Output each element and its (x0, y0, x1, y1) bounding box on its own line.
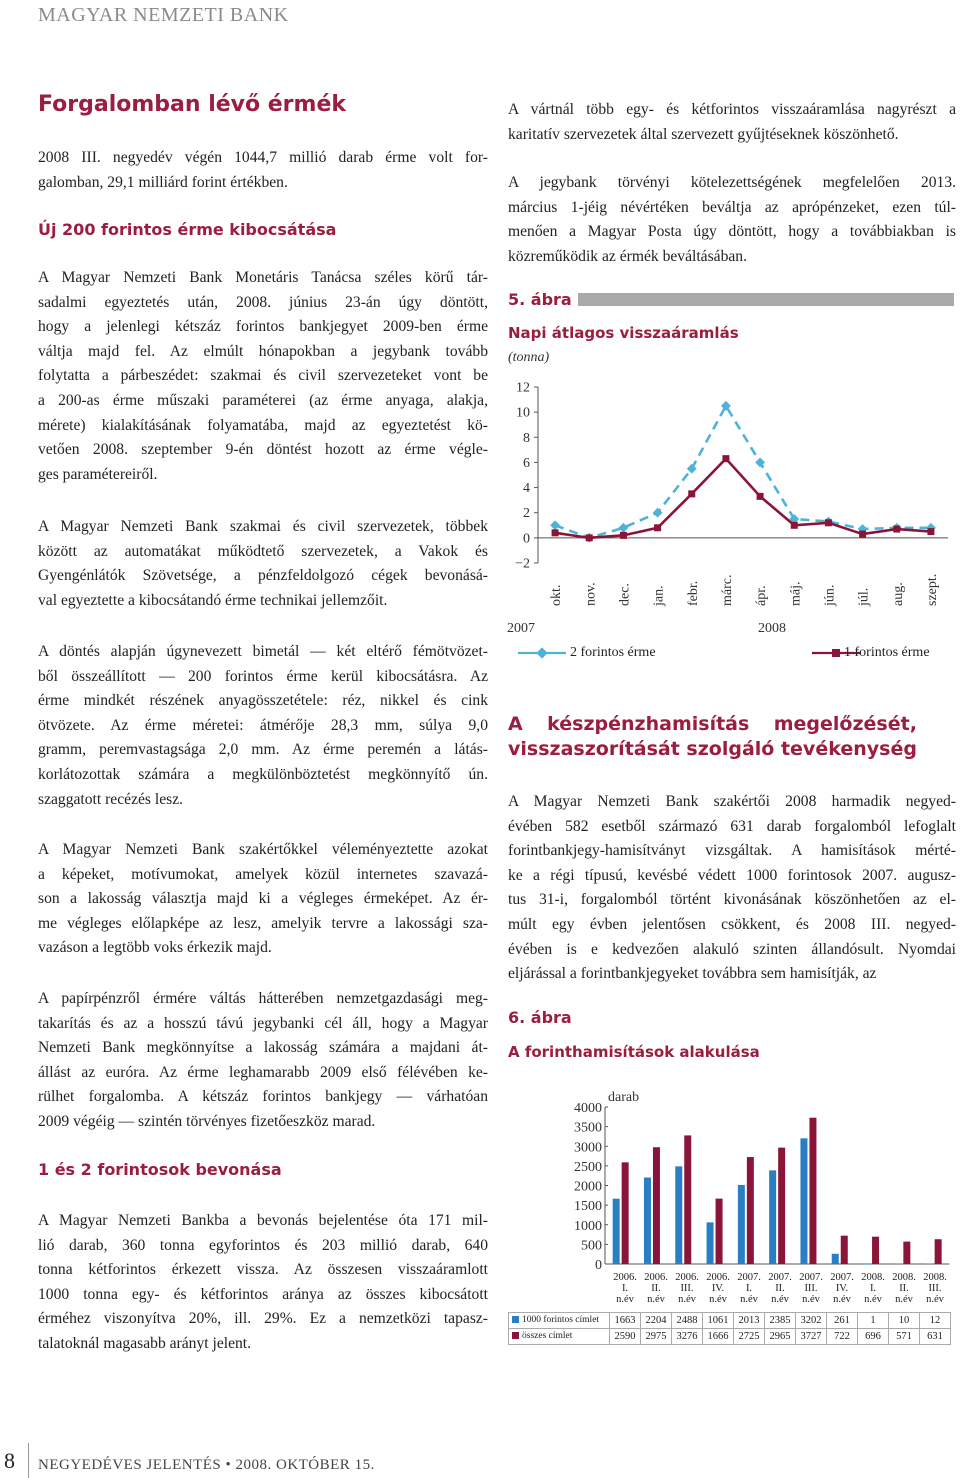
y-tick-label: 1500 (574, 1199, 602, 1215)
data-point-1ft (791, 522, 798, 529)
paragraph-bimetal (38, 640, 488, 812)
table-cell: 1666 (703, 1328, 734, 1344)
x-tick-label: aug. (890, 582, 906, 606)
text-line: lió darab, 360 tonna egyforintos és 203 millió darab, 640 (38, 1236, 488, 1254)
y-tick-label: 2500 (574, 1159, 602, 1175)
y-tick-label: 8 (523, 430, 530, 446)
category-label-part: n.év (771, 1294, 789, 1306)
text-line: me végleges előlapképe az lesz, amelyik tervre a lakossági sza- (38, 914, 488, 932)
category-label-part: n.év (678, 1294, 696, 1306)
text-line: ötvözete. Az érme méretei: átmérője 28,3 mm, súlya 9,0 (38, 716, 488, 734)
category-label-part: n.év (926, 1294, 944, 1306)
series-line-1ft (555, 459, 931, 538)
table-cell: 1 (858, 1312, 889, 1328)
text-line: tonna kétforintos érkezett vissza. Az összesen visszaáramlott (38, 1261, 488, 1279)
y-tick-label: 0 (595, 1258, 602, 1273)
table-cell: 1663 (610, 1312, 641, 1328)
data-point-2ft (687, 464, 697, 474)
x-tick-label: nov. (583, 582, 599, 606)
figure-5-unit: (tonna) (508, 350, 550, 365)
text-line: között az automatákat működtető szervezetek, a Vakok és (38, 542, 488, 560)
table-cell: 2204 (641, 1312, 672, 1328)
data-point-1ft (927, 528, 934, 535)
text-line: a 200-as érme műszaki paraméterei (az érme anyaga, alakja, (38, 391, 488, 409)
text-line: takarítás és az a hosszú távú jegybanki cél áll, hogy a Magyar (38, 1014, 488, 1032)
category-label-part: I. (869, 1283, 877, 1295)
category-label-part: n.év (616, 1294, 634, 1306)
x-tick-label: márc. (719, 574, 735, 606)
y-tick-label: 4 (523, 481, 530, 497)
text-line: rülhet forgalomba. A kétszáz forintos bankjegy — várhatóan (38, 1088, 488, 1106)
table-cell: 2965 (765, 1328, 796, 1344)
bar-1000 (675, 1166, 682, 1264)
bar-1000 (832, 1254, 839, 1264)
y-tick-label: 4000 (574, 1101, 602, 1116)
bar-total (872, 1237, 879, 1264)
bar-total (935, 1239, 942, 1264)
category-label-part: 2006. (613, 1272, 637, 1284)
paragraph-counterfeit (508, 790, 956, 987)
table-header-cell (827, 1266, 858, 1312)
data-point-1ft (688, 490, 695, 497)
y-tick-label: 0 (523, 531, 530, 547)
category-label-part: 2008. (892, 1272, 916, 1284)
table-cell: 696 (858, 1328, 889, 1344)
table-cell: 2488 (672, 1312, 703, 1328)
figure-5-number: 5. ábra (508, 290, 572, 309)
x-tick-label: máj. (788, 581, 804, 606)
y-tick-label: 3500 (574, 1120, 602, 1136)
category-label-part: II. (775, 1283, 785, 1295)
year-label-2007: 2007 (507, 621, 535, 636)
article-title: Forgalomban lévő érmék (38, 92, 347, 117)
table-cell: 2725 (734, 1328, 765, 1344)
figure-5-bar (578, 293, 954, 306)
y-tick-label: 6 (523, 455, 530, 471)
text-line: ből összeállított — 200 forintos érme kerül kibocsátásra. Az (38, 667, 488, 685)
text-line: vazáson a legtöbb voks érkezik majd. (38, 939, 272, 957)
x-tick-label: febr. (685, 580, 701, 606)
text-line: sadalmi egyeztetés után, 2008. június 23-án úgy döntött, (38, 293, 488, 311)
y-unit-label: darab (608, 1090, 640, 1105)
paragraph-charity (508, 98, 956, 147)
table-cell: 2385 (765, 1312, 796, 1328)
legend-1ft-label: 1 forintos érme (844, 645, 930, 660)
table-header-cell (796, 1266, 827, 1312)
table-header-cell (765, 1266, 796, 1312)
paragraph-exchange (508, 171, 956, 269)
text-line: Nemzeti Bank megkönnyítse a lakosság számára a majdani át- (38, 1039, 488, 1057)
data-point-1ft (552, 529, 559, 536)
text-line: hogy a jelenlegi kétszáz forintos bankjegyet 2009-ben érme (38, 318, 488, 336)
text-line: ges paramétereiről. (38, 465, 158, 483)
bar-total (778, 1148, 785, 1264)
text-line: évében 582 esetből származó 631 darab forgalomból lefoglalt (508, 817, 956, 835)
category-label-part: 2007. (737, 1272, 761, 1284)
text-line: A döntés alapján úgynevezett bimetál — két eltérő fémötvözet- (38, 643, 488, 660)
paragraph-circulation (38, 146, 488, 195)
y-tick-label: 3000 (574, 1140, 602, 1156)
text-line: szaggatott recézés lesz. (38, 790, 184, 808)
line-chart (500, 370, 960, 670)
text-line: val egyeztette a kibocsátandó érme technikai jellemzőit. (38, 591, 388, 609)
category-label-part: n.év (864, 1294, 882, 1306)
category-label-part: n.év (647, 1294, 665, 1306)
series-line-2ft (555, 406, 931, 538)
text-line: érme mindkét részének anyagösszetétele: réz, nikkel és cink (38, 692, 488, 710)
table-row-total (509, 1328, 951, 1344)
table-header-cell (734, 1266, 765, 1312)
bar-total (809, 1118, 816, 1264)
table-row-1000 (509, 1312, 951, 1328)
bar-total (841, 1236, 848, 1264)
text-line: visszaszorítását szolgáló tevékenység (508, 738, 917, 760)
category-label-part: 2008. (861, 1272, 885, 1284)
text-line: Gyengénlátók Szövetsége, a pénzfeldolgozó cégek bevonásá- (38, 567, 488, 585)
category-label-part: II. (899, 1283, 909, 1295)
footer-text: NEGYEDÉVES JELENTÉS • 2008. OKTÓBER 15. (38, 1457, 375, 1473)
text-line: ke a régi típusú, kevésbé védett 1000 forintosok 2007. augusz- (508, 866, 956, 884)
bar-total (747, 1157, 754, 1264)
data-point-1ft (722, 455, 729, 462)
category-label-part: n.év (709, 1294, 727, 1306)
row-label-1000: 1000 forintos címlet (522, 1315, 600, 1325)
table-cell: 631 (920, 1328, 951, 1344)
text-line: 1000 tonna egy- és kétforintos aránya az összes kibocsátott (38, 1285, 488, 1303)
x-tick-label: júl. (856, 587, 872, 606)
text-line: állást az euróra. Az érme leghamarabb 2009 első félévében ke- (38, 1063, 488, 1081)
row-label-total: összes címlet (522, 1331, 573, 1341)
paragraph-euro (38, 987, 488, 1135)
category-label-part: n.év (802, 1294, 820, 1306)
text-line: A Magyar Nemzeti Bank szakértői 2008 harmadik negyed- (508, 793, 956, 810)
data-point-1ft (893, 526, 900, 533)
text-line: mérete) kialakításának folyamatába, majd az egyeztetést kö- (38, 416, 488, 434)
data-point-1ft (654, 524, 661, 531)
y-tick-label: 500 (581, 1238, 602, 1254)
footer-divider (28, 1443, 29, 1478)
y-tick-label: 10 (516, 405, 530, 421)
text-line: a képeket, motívumokat, amelyek közül internetes szavazá- (38, 865, 488, 883)
bar-1000 (800, 1138, 807, 1264)
text-line: A Magyar Nemzeti Bank szakértőkkel véleményeztette azokat (38, 841, 488, 858)
table-cell: 10 (889, 1312, 920, 1328)
bar-total (716, 1199, 723, 1264)
text-line: karitatív szervezetek által szervezett gyűjtéseknek köszönhető. (508, 125, 899, 143)
paragraph-decision (38, 266, 488, 487)
text-line: váltja majd fel. Az elmúlt hónapokban a jegybank tovább (38, 342, 488, 360)
category-label-part: 2006. (675, 1272, 699, 1284)
data-point-1ft (859, 531, 866, 538)
category-label-part: 2007. (799, 1272, 823, 1284)
text-line: folytatta a párbeszédet: szakmai és civil szervezeteket vont be (38, 367, 488, 385)
text-line: múlt egy évben jelentősen csökkent, és 2008 III. negyed- (508, 915, 956, 933)
table-cell: 3202 (796, 1312, 827, 1328)
bar-1000 (644, 1177, 651, 1264)
table-cell: 3276 (672, 1328, 703, 1344)
table-header-cell (641, 1266, 672, 1312)
bar-1000 (926, 1264, 933, 1265)
table-cell: 3727 (796, 1328, 827, 1344)
page-number: 8 (4, 1448, 15, 1473)
table-cell: 2013 (734, 1312, 765, 1328)
text-line: gramm, peremvastagsága 2,0 mm. Az érme peremén a látás- (38, 741, 488, 759)
table-header-cell (672, 1266, 703, 1312)
category-label-part: n.év (740, 1294, 758, 1306)
text-line: korlátozottak számára a megkülönböztetést megkönnyítő ún. (38, 765, 488, 783)
swatch-1000-icon (512, 1316, 519, 1323)
table-header-cell (703, 1266, 734, 1312)
x-tick-label: jan. (651, 585, 667, 606)
counterfeit-table (508, 1266, 951, 1345)
text-line: 2008 III. negyedév végén 1044,7 millió darab érme volt for- (38, 149, 488, 166)
section-title-withdrawal: 1 és 2 forintosok bevonása (38, 1160, 282, 1179)
figure-5-title: Napi átlagos visszaáramlás (508, 324, 739, 342)
category-label-part: n.év (895, 1294, 913, 1306)
bar-total (903, 1242, 910, 1264)
category-label-part: 2008. (923, 1272, 947, 1284)
x-tick-label: dec. (617, 583, 633, 606)
bar-1000 (863, 1264, 870, 1265)
category-label-part: IV. (711, 1283, 725, 1295)
paragraph-design-vote (38, 838, 488, 961)
text-line: március 1-jéig névértéken beváltja az aprópénzeket, ezen túl- (508, 198, 956, 216)
category-label-part: IV. (835, 1283, 849, 1295)
data-point-1ft (757, 493, 764, 500)
text-line: A vártnál több egy- és kétforintos visszaáramlása nagyrészt a (508, 101, 956, 118)
text-line: forintbankjegy-hamisítványt vizsgáltak. A hamisítások mérté- (508, 842, 956, 860)
bar-1000 (894, 1264, 901, 1265)
data-point-1ft (825, 519, 832, 526)
table-header-cell (858, 1266, 889, 1312)
legend-2ft-marker-icon (518, 647, 566, 659)
bar-total (684, 1135, 691, 1264)
category-label-part: 2007. (830, 1272, 854, 1284)
bar-total (653, 1147, 660, 1264)
category-label-part: III. (804, 1283, 818, 1295)
text-line: A Magyar Nemzeti Bank szakmai és civil szervezetek, többek (38, 518, 488, 535)
text-line: A készpénzhamisítás megelőzését, (508, 713, 917, 735)
bar-1000 (613, 1199, 620, 1264)
y-tick-label: −2 (515, 556, 530, 572)
bar-chart (508, 1080, 953, 1273)
text-line: talatoknál magasabb arányt jelent. (38, 1334, 252, 1352)
text-line: 2009 végéig — szintén törvényes fizetőeszköz marad. (38, 1112, 376, 1130)
text-line: érméhez viszonyítva 20%, ill. 29%. Ez a nemzetközi tapasz- (38, 1310, 488, 1328)
y-tick-label: 2 (523, 506, 530, 522)
table-header-row (509, 1266, 951, 1312)
table-cell: 2590 (610, 1328, 641, 1344)
text-line: tus 31-i, forgalomból történt kivonásának köszönhetően az el- (508, 891, 956, 909)
text-line: A Magyar Nemzeti Bank Monetáris Tanácsa széles körű tár- (38, 269, 488, 286)
counterfeit-section-title (508, 712, 917, 762)
text-line: közreműködik az érmék beváltásában. (508, 247, 748, 265)
y-tick-label: 12 (516, 380, 530, 396)
bar-1000 (738, 1185, 745, 1264)
legend-2ft-label: 2 forintos érme (570, 645, 656, 660)
category-label-part: 2006. (706, 1272, 730, 1284)
text-line: A Magyar Nemzeti Bankba a bevonás bejelentése óta 171 mil- (38, 1212, 488, 1229)
year-label-2008: 2008 (758, 621, 786, 636)
y-tick-label: 2000 (574, 1179, 602, 1195)
swatch-total-icon (512, 1332, 519, 1339)
text-line: évében is e kedvezően alakuló szinten állandósult. Nyomdai (508, 940, 956, 958)
y-tick-label: 1000 (574, 1218, 602, 1234)
bank-header: MAGYAR NEMZETI BANK (38, 4, 289, 26)
table-header-cell (610, 1266, 641, 1312)
table-cell: 2975 (641, 1328, 672, 1344)
table-cell: 261 (827, 1312, 858, 1328)
table-header-cell (889, 1266, 920, 1312)
paragraph-withdrawal (38, 1209, 488, 1357)
x-tick-label: ápr. (754, 585, 770, 606)
figure-6-number: 6. ábra (508, 1008, 572, 1027)
table-header-cell (920, 1266, 951, 1312)
text-line: vetően 2008. szeptember 9-én döntést hozott az érme végle- (38, 441, 488, 459)
category-label-part: 2006. (644, 1272, 668, 1284)
table-cell: 722 (827, 1328, 858, 1344)
section-title-new-coin: Új 200 forintos érme kibocsátása (38, 220, 337, 239)
figure-5-legend (518, 645, 958, 665)
category-label-part: III. (928, 1283, 942, 1295)
table-cell: 571 (889, 1328, 920, 1344)
category-label-part: I. (621, 1283, 629, 1295)
paragraph-consultation (38, 515, 488, 613)
data-point-2ft (618, 523, 628, 533)
bar-1000 (707, 1222, 714, 1264)
bar-1000 (769, 1170, 776, 1264)
text-line: A jegybank törvényi kötelezettségének megfelelően 2013. (508, 174, 956, 191)
text-line: galomban, 29,1 milliárd forint értékben. (38, 173, 288, 191)
data-point-2ft (550, 520, 560, 530)
table-cell: 12 (920, 1312, 951, 1328)
text-line: eljárással a forintbankjegyeket továbbra sem hamisítják, az (508, 965, 877, 983)
category-label-part: I. (745, 1283, 753, 1295)
table-cell: 1061 (703, 1312, 734, 1328)
data-point-2ft (653, 508, 663, 518)
x-tick-label: okt. (549, 584, 565, 606)
bar-total (622, 1162, 629, 1264)
x-tick-label: jún. (822, 584, 838, 606)
text-line: menően a Magyar Posta úgy döntött, hogy a továbbiakban is (508, 223, 956, 241)
data-point-1ft (586, 534, 593, 541)
text-line: A papírpénzről érmére váltás hátterében nemzetgazdasági meg- (38, 990, 488, 1007)
category-label-part: 2007. (768, 1272, 792, 1284)
category-label-part: n.év (833, 1294, 851, 1306)
figure-6-title: A forinthamisítások alakulása (508, 1043, 760, 1061)
category-label-part: III. (680, 1283, 694, 1295)
data-point-1ft (620, 532, 627, 539)
x-tick-label: szept. (924, 573, 940, 606)
category-label-part: II. (651, 1283, 661, 1295)
text-line: son a lakosság választja majd ki a végleges érmeképet. Az ér- (38, 890, 488, 908)
